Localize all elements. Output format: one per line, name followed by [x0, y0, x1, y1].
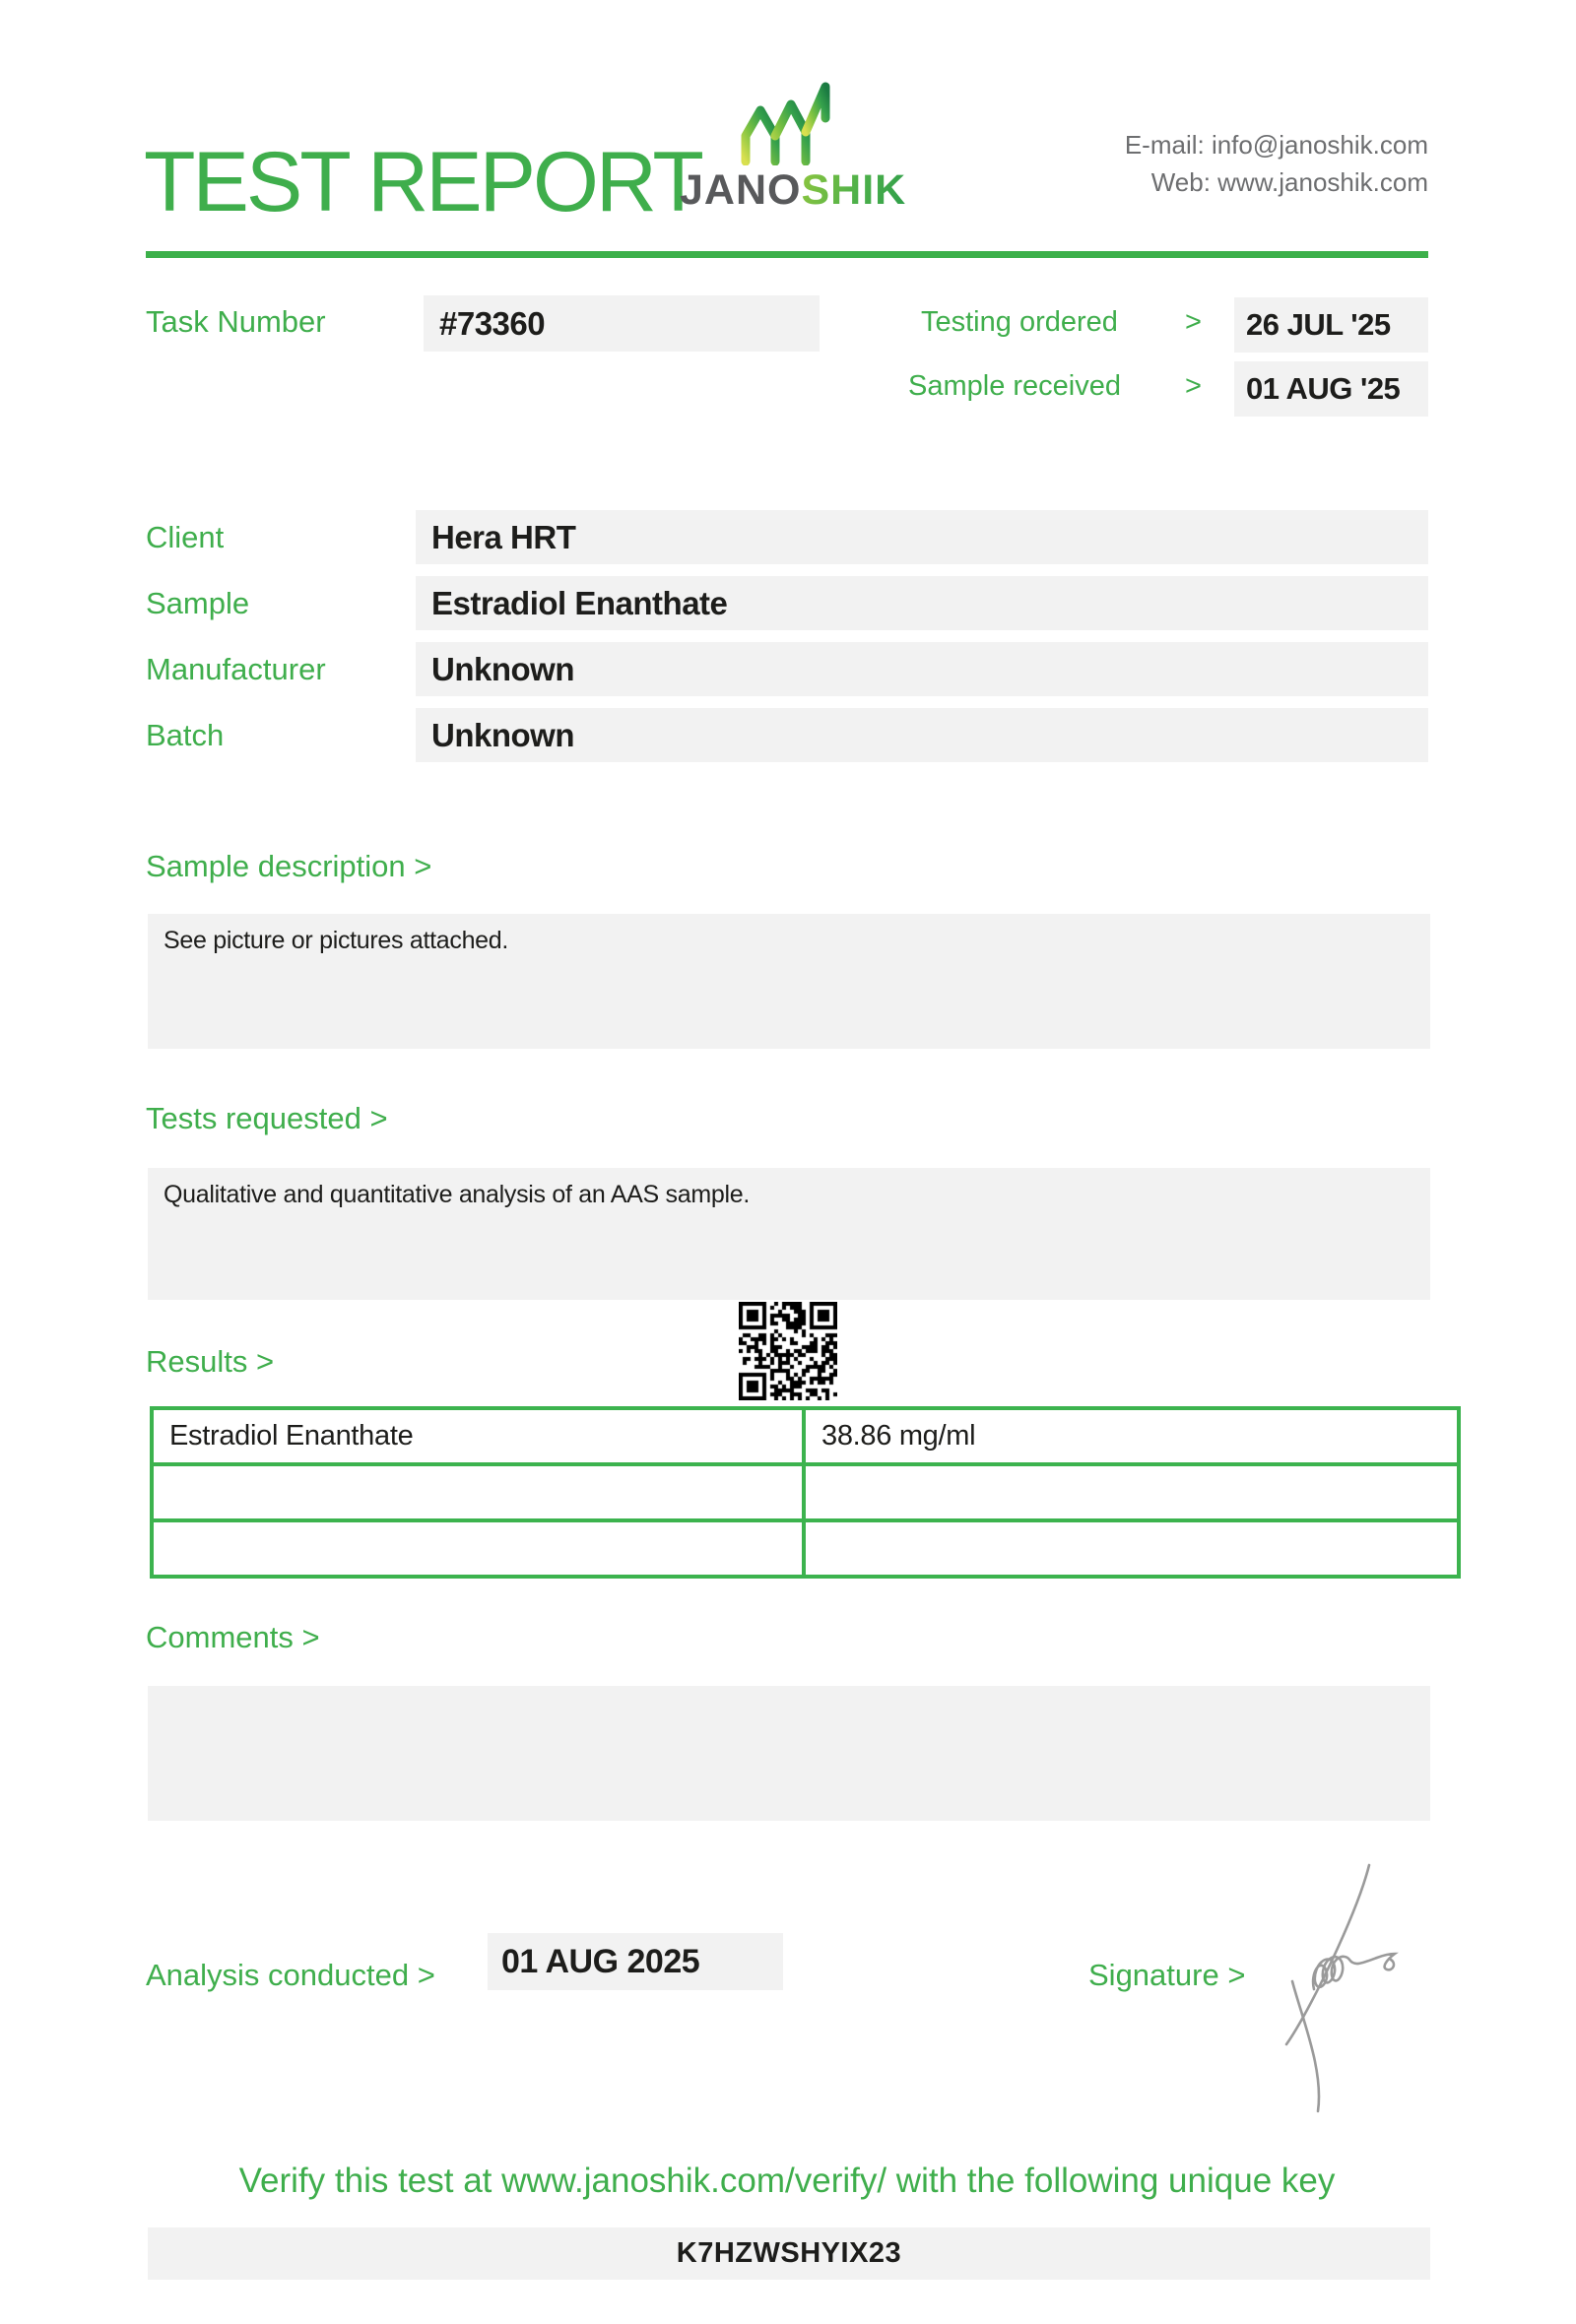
testing-ordered-box	[1234, 297, 1428, 353]
brand-logo	[680, 77, 907, 214]
task-number-label: Task Number	[146, 304, 326, 339]
results-heading: Results >	[146, 1344, 275, 1379]
comments-text	[148, 1686, 1430, 1711]
manufacturer-value-box	[416, 642, 1428, 696]
table-row	[152, 1520, 1459, 1577]
result-analyte-cell	[152, 1464, 804, 1520]
brand-name-left: JANO	[680, 166, 802, 214]
manufacturer-value: Unknown	[431, 651, 574, 687]
brand-name	[680, 166, 907, 214]
client-value-box	[416, 510, 1428, 564]
sample-description-heading: Sample description >	[146, 849, 432, 883]
result-value-cell	[804, 1464, 1459, 1520]
batch-value-box	[416, 708, 1428, 762]
result-value-cell: 38.86 mg/ml	[804, 1408, 1459, 1464]
page-title: TEST REPORT	[144, 135, 701, 229]
contact-web: Web: www.janoshik.com	[1150, 167, 1428, 197]
comments-heading: Comments >	[146, 1620, 320, 1654]
task-number-box	[424, 295, 820, 352]
result-analyte-cell: Estradiol Enanthate	[152, 1408, 804, 1464]
table-row	[152, 1408, 1459, 1464]
header-divider	[146, 251, 1428, 258]
sample-label: Sample	[146, 586, 250, 620]
analysis-conducted-label: Analysis conducted >	[146, 1958, 435, 1992]
handwritten-signature-image	[1259, 1843, 1416, 2119]
batch-value: Unknown	[431, 717, 574, 753]
growth-chart-icon	[730, 77, 846, 165]
tests-requested-box	[148, 1168, 1430, 1300]
tests-requested-text: Qualitative and quantitative analysis of an AAS sample.	[164, 1181, 750, 1208]
signature-label: Signature >	[1088, 1958, 1246, 1992]
sample-received-value: 01 AUG '25	[1246, 371, 1401, 406]
testing-ordered-value: 26 JUL '25	[1246, 307, 1391, 342]
tests-requested-heading: Tests requested >	[146, 1101, 388, 1135]
sample-received-label: Sample received	[908, 370, 1121, 402]
comments-box	[148, 1686, 1430, 1821]
results-table	[150, 1406, 1461, 1579]
result-analyte-cell	[152, 1520, 804, 1577]
client-label: Client	[146, 520, 225, 554]
table-row	[152, 1464, 1459, 1520]
unique-key-value: K7HZWSHYIX23	[676, 2237, 902, 2269]
sample-description-box	[148, 914, 1430, 1049]
testing-ordered-label: Testing ordered	[921, 306, 1118, 338]
manufacturer-label: Manufacturer	[146, 652, 326, 686]
analysis-date-box	[488, 1933, 783, 1990]
analysis-date-value: 01 AUG 2025	[501, 1943, 700, 1980]
unique-key-box	[148, 2227, 1430, 2280]
client-value: Hera HRT	[431, 519, 576, 555]
batch-label: Batch	[146, 718, 225, 752]
result-value-cell	[804, 1520, 1459, 1577]
testing-ordered-arrow: >	[1185, 306, 1202, 338]
task-number-value: #73360	[439, 305, 546, 342]
sample-value-box	[416, 576, 1428, 630]
contact-block	[1125, 126, 1428, 201]
qr-code	[739, 1302, 837, 1400]
contact-email: E-mail: info@janoshik.com	[1124, 130, 1428, 160]
sample-received-box	[1234, 361, 1428, 417]
sample-description-text: See picture or pictures attached.	[164, 927, 509, 954]
sample-received-arrow: >	[1185, 370, 1202, 402]
brand-name-right: SHIK	[801, 166, 907, 214]
sample-value: Estradiol Enanthate	[431, 585, 728, 621]
verify-instruction: Verify this test at www.janoshik.com/verify/ with the following unique key	[238, 2162, 1336, 2200]
